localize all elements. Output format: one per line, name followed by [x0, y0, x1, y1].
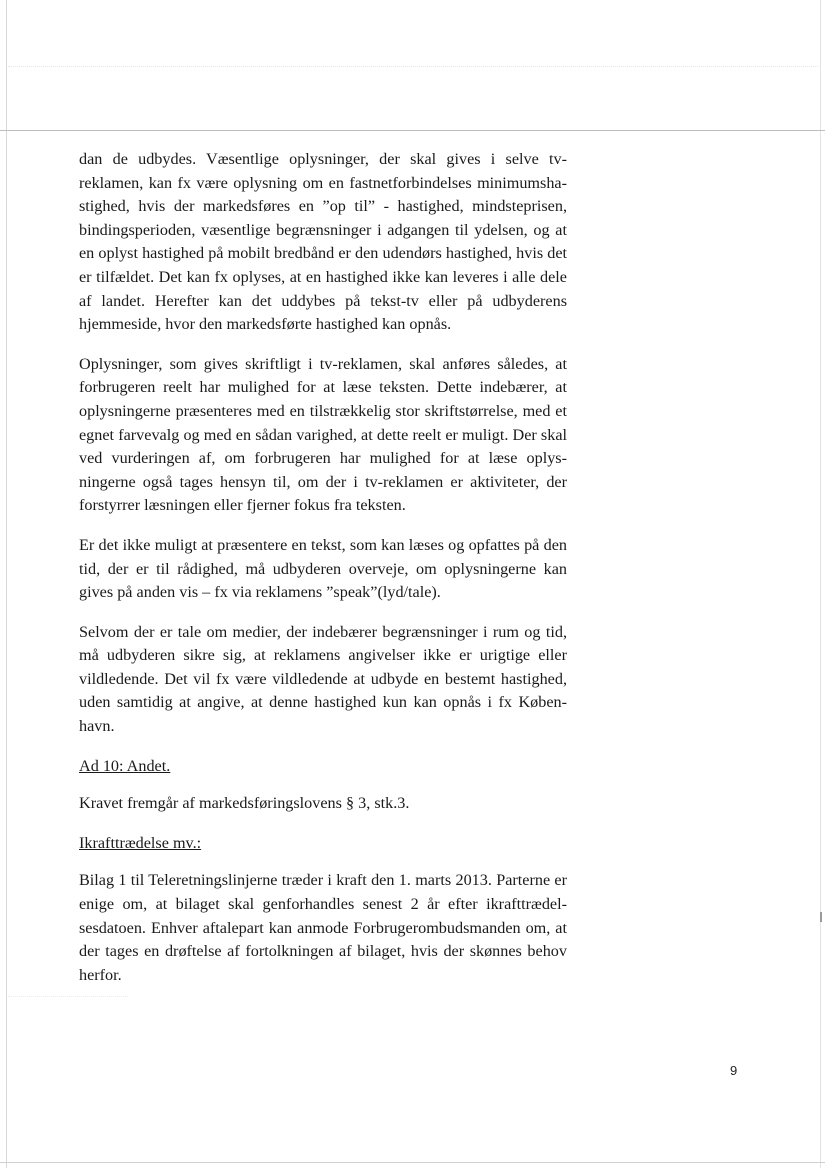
- document-body: [79, 148, 567, 1003]
- paragraph-medie-begraensninger: Selvom der er tale om medier, der indebærer begrænsninger i rum og tid, må udbyderen sikre sig, at reklamens angivelser ikke er urigtige eller vildledende. Det vil fx være vildledende at udbyde en bestemt hastighed, uden samtidig at angive, at denne hastighed kun kan opnås i fx København.: [79, 622, 567, 736]
- scan-edge-right: [820, 0, 821, 1168]
- scan-artifact-mark: [820, 912, 822, 922]
- page-number: 9: [730, 1063, 738, 1078]
- paragraph-ikrafttraedelse: Bilag 1 til Teleretningslinjerne træder i kraft den 1. marts 2013. Parterne er enige om, at bilaget skal genforhandles senest 2 år efter ikrafttrædelsesdatoen. Enhver aftalepart kan anmode Forbrugerombudsmanden om, at der tages en drøftelse af fortolkningen af bilaget, hvis der skønnes behov herfor.: [79, 871, 567, 984]
- paragraph-skriftlige-oplysninger: Oplysninger, som gives skriftligt i tv-reklamen, skal anføres således, at forbrugeren reelt har mulighed for at læse teksten. Dette indebærer, at oplysningerne præsenteres med en tilstrækkelig stor skriftstørrelse, med et egnet farvevalg og med en sådan varighed, at dette reelt er muligt. Der skal ved vurderingen af, om forbrugeren har mulighed for at læse oplysningerne også tages hensyn til, om der i tv-reklamen er aktiviteter, der forstyrrer læsningen eller fjerner fokus fra teksten.: [79, 354, 567, 515]
- paragraph-tv-reklame-oplysninger: dan de udbydes. Væsentlige oplysninger, der skal gives i selve tv-reklamen, kan fx være oplysning om en fastnetforbindelses minimumshastighed, hvis der markedsføres en ”op til” - hastighed, mindsteprisen, bindingsperioden, væsentlige begrænsninger i adgangen til ydelsen, og at en oplyst hastighed på mobilt bredbånd er den udendørs hastighed, hvis det er tilfældet. Det kan fx oplyses, at en hastighed ikke kan leveres i alle dele af landet. Herefter kan det uddybes på tekst-tv eller på udbyderens hjemmeside, hvor den markedsførte hastighed kan opnås.: [79, 150, 567, 334]
- scan-artifact-line-bottom: [0, 1162, 825, 1163]
- paragraph-ad-10: Kravet fremgår af markedsføringslovens § 3, stk.3.: [79, 794, 410, 813]
- section-heading-ikrafttraedelse: Ikrafttrædelse mv.:: [79, 833, 202, 852]
- scan-artifact-dots-top: [8, 66, 818, 67]
- scan-edge-left: [6, 0, 7, 1168]
- paragraph-tekst-praesentation: Er det ikke muligt at præsentere en tekst, som kan læses og opfattes på den tid, der er til rådighed, må udbyderen overveje, om oplysningerne kan gives på anden vis – fx via reklamens ”speak”(lyd/tale).: [79, 535, 567, 602]
- section-heading-ad-10: Ad 10: Andet.: [79, 756, 171, 775]
- scan-artifact-line-top: [0, 130, 825, 131]
